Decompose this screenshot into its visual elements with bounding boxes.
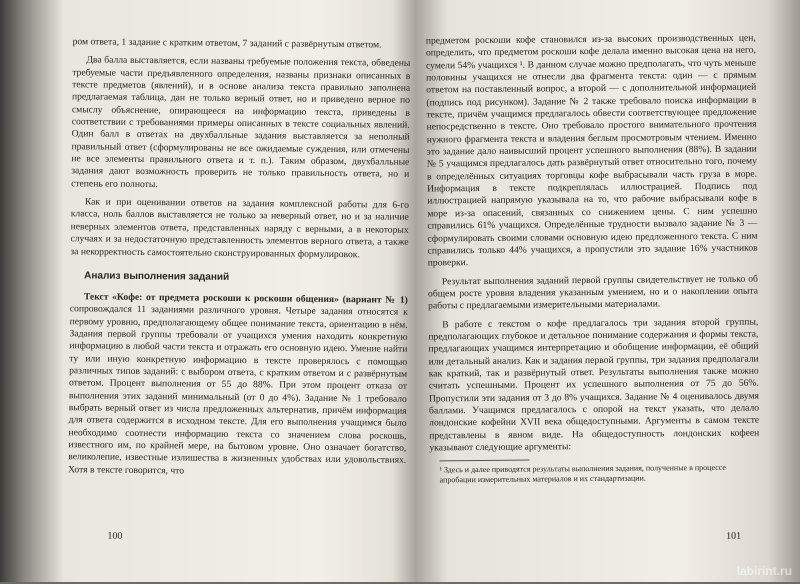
right-paragraph-one: предметом роскоши кофе становился из-за высоких производственных цен, определить, что предметом роскоши кофе делала именно высокая цена на него, сумели 54% учащихся ¹. В данном случае можно предполагать, что чуть меньше половины учащихся не отнесли два фрагмента текста: один — с прямым ответом на поставленный вопрос, а второй — с дополнительной информацией (подпись под рисунком). Задание № 2 также требовало поиска информации в тексте, причём учащимся предлагалось обвести соответствующее предложение непосредственно в тексте. Оно требовало простого внимательного прочтения нужного фрагмента текста и владения беглым просмотровым чтением. Именно это задание дало наивысший процент успешного выполнения (88%). В задании № 5 учащимся предлагалось дать развёрнутый ответ относительно того, почему в определённых ситуациях торговцы кофе выбрасывали часть груза в море. Информация в тексте подкреплялась иллюстрацией. Подпись под иллюстрацией напрямую указывала на то, что рабочие выбрасывали кофе в море из-за опасений, связанных со снижением цены. С ним успешно справились 61% учащихся. Определённые трудности вызвало задание № 3 — сформулировать своими словами основную идею предложенного текста. С ним справились только 44% учащихся, а пропустили это задание 16% участников проверки. bbox=[425, 32, 758, 269]
page-number-right: 101 bbox=[726, 530, 742, 542]
left-paragraph-zero-points: Как и при оценивании ответов на задания комплексной работы для 6-го класса, ноль баллов выставляется не только за неверный ответ, но и за наличие неверных элементов ответа, представленных наряду с верными, а в некоторых случаях и за недостаточную представленность элементов верного ответа, а также за некорректность самостоятельно сконструированных формулировок. bbox=[70, 196, 409, 260]
left-paragraph-continuation: ром ответа, 1 задание с кратким ответом, 7 заданий с развёрнутым ответом. bbox=[72, 36, 382, 51]
analysis-body: сопровождался 11 заданиями различного уровня. Четыре задания относятся к первому уровню, предполагающему общее понимание текста, ориентацию в нём. Задания первой группы требовали от учащихся умения находить конкретную информацию в любой части текста и отражать его основную идею. Умение найти ту или иную конкретную информацию в тексте проверялось с помощью различных типов заданий: с выбором ответа, с кратким ответом и с развёрнутым ответом. Процент выполнения от 55 до 88%. При этом процент отказа от выполнения этих заданий минимальный (от 0 до 4%). Задание № 1 требовало выбрать верный ответ из числа предложенных альтернатив, причём информация для ответа содержится в исходном тексте. Для его выполнения учащимся было необходимо соотнести информацию текста со значением слова роскошь, известного им, по крайней мере, на бытовом уровне. Оно означает богатство, великолепие, известные излишества в жизненных удобствах или удовольствиях. Хотя в тексте говорится, что bbox=[68, 303, 408, 477]
page-number-left: 100 bbox=[107, 530, 123, 542]
watermark: labirint.ru bbox=[736, 564, 792, 578]
right-paragraph-three: В работе с текстом о кофе предлагалось три задания второй группы, предполагающих глубокое и детальное понимание содержания и формы текста, предлагающих учащимся интерпретацию и обобщение информации, её общий или детальный анализ. Как и задания первой группы, три задания предполагали как краткий, так и развёрнутый ответ. Результаты выполнения также можно считать успешными. Процент их успешного выполнения от 75 до 56%. Пропустили эти задания от 3 до 8% учащихся. Задание № 4 оценивалось двумя баллами. Учащимся предлагалось с опорой на текст указать, что делало лондонские кофейни XVII века общедоступными. Аргументы в самом тексте представлены в явном виде. На общедоступность лондонских кофеен указывают следующие аргументы: bbox=[428, 316, 760, 454]
section-heading: Анализ выполнения заданий bbox=[84, 270, 230, 283]
right-paragraph-two: Результат выполнения заданий первой группы свидетельствует не только об общем росте уровня владения указанным умением, но и о накоплении опыта работы с предлагаемыми измерительными материалами. bbox=[427, 273, 759, 312]
right-page bbox=[425, 0, 760, 583]
left-page bbox=[67, 0, 411, 584]
left-paragraph-analysis bbox=[68, 291, 408, 480]
left-paragraph-two-points: Два балла выставляется, если названы требуемые положения текста, обведены требуемые части предъявленного определения, названы признаки описанных в тексте предметов (явлений), и в основе анализа текста правильно заполнена предлагаемая таблица, дан не только верный ответ, но и приведено верное по смыслу объяснение, опирающееся на информацию текста, приведены в соответствии с требованиями примеры описанных в тексте социальных явлений. Один балл в ответах на двухбалльные задания выставляется за неполный правильный ответ (сформулированы не все ожидаемые суждения, или отмечены не все элементы правильного ответа и т. п.). Таким образом, двухбалльные задания дают возможность проверить не только правильность ответа, но и степень его полноты. bbox=[71, 54, 411, 190]
footnote-rule bbox=[439, 460, 529, 462]
text-title-bold: Текст «Кофе: от предмета роскоши к роскоши общения» (вариант № 1) bbox=[83, 291, 408, 306]
footnote: ¹ Здесь и далее приводятся результаты выполнения задания, полученные в процессе апробации измерительных материалов и их стандартизации. bbox=[439, 463, 726, 485]
